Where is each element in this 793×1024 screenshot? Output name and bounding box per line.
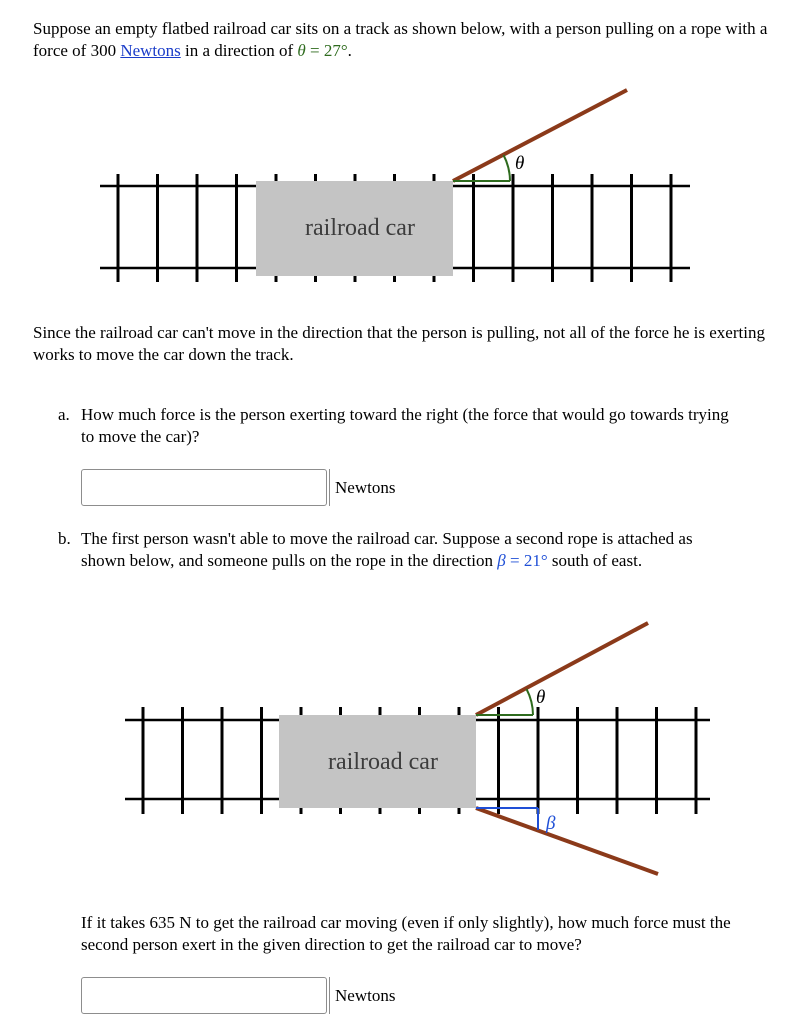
rope-lower bbox=[476, 808, 658, 874]
question-a-label: a. bbox=[58, 405, 70, 424]
equals-sign: = bbox=[305, 41, 324, 60]
theta-label: θ bbox=[536, 687, 546, 708]
rope-upper bbox=[476, 623, 648, 715]
question-b-text-end: south of east. bbox=[547, 551, 643, 570]
theta-arc bbox=[504, 155, 511, 181]
answer-b-input[interactable] bbox=[81, 977, 327, 1014]
theta-arc bbox=[527, 689, 534, 715]
theta-value: 27° bbox=[323, 41, 348, 60]
figure-railroad-car-one-rope bbox=[0, 80, 793, 310]
beta-label: β bbox=[546, 813, 556, 834]
theta-label: θ bbox=[515, 153, 525, 174]
intro-text-mid: in a direction of bbox=[180, 41, 298, 60]
question-a-text: How much force is the person exerting toward the right (the force that would go towards trying to move the car)? bbox=[81, 405, 729, 446]
car-label: railroad car bbox=[328, 749, 438, 775]
car-label: railroad car bbox=[305, 215, 415, 241]
problem-intro bbox=[33, 18, 773, 62]
answer-a-input[interactable] bbox=[81, 469, 327, 506]
beta-value: 21° bbox=[523, 551, 548, 570]
beta-symbol: β bbox=[497, 551, 506, 570]
final-question-text: If it takes 635 N to get the railroad car moving (even if only slightly), how much force must the second person exert in the given direction to get the railroad car to move? bbox=[81, 913, 731, 954]
newtons-link[interactable]: Newtons bbox=[120, 41, 181, 60]
answer-b-unit: Newtons bbox=[329, 977, 395, 1014]
intro-text: Suppose an empty flatbed railroad car sits on a track as shown below, with a person pulling on a rope with a force of 300 bbox=[33, 19, 768, 60]
question-b-text bbox=[81, 528, 741, 572]
answer-a-unit: Newtons bbox=[329, 469, 395, 506]
figure-railroad-car-two-ropes bbox=[0, 612, 793, 882]
intro-text-end: . bbox=[347, 41, 352, 60]
rope bbox=[453, 90, 627, 181]
beta-equals: = bbox=[505, 551, 524, 570]
theta-symbol: θ bbox=[297, 41, 306, 60]
question-b-label: b. bbox=[58, 529, 71, 548]
question-b-text-main: The first person wasn't able to move the railroad car. Suppose a second rope is attached as shown below, and someone pulls on the rope in the direction bbox=[81, 529, 693, 570]
explanation-text: Since the railroad car can't move in the direction that the person is pulling, not all of the force he is exerting works to move the car down the track. bbox=[33, 323, 765, 364]
